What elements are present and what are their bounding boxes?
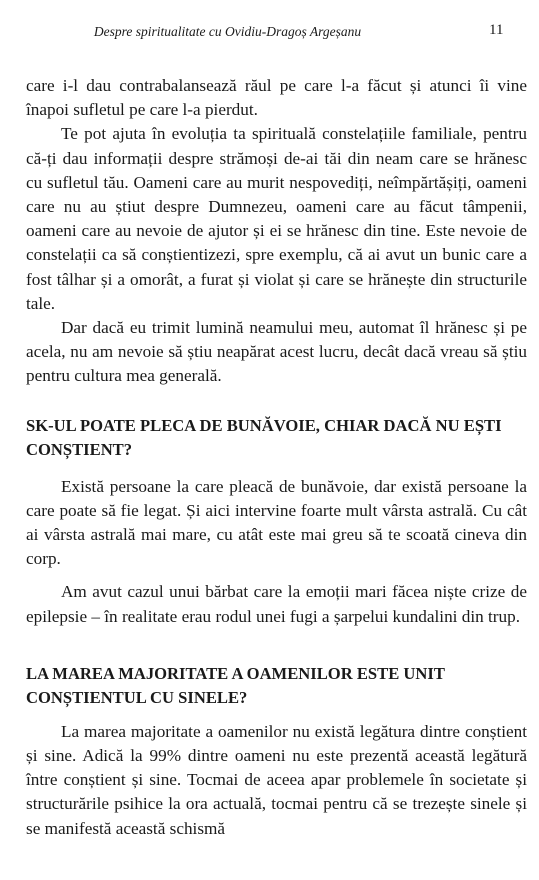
- page-number: 11: [489, 22, 504, 38]
- paragraph-3: Dar dacă eu trimit lumină neamului meu, automat îl hrănesc și pe acela, nu am nevoie să știu neapărat acest lucru, decât dacă vreau să știu pentru cultura mea generală.: [26, 318, 527, 386]
- running-header-title: Despre spiritualitate cu Ovidiu-Dragoș Argeșanu: [93, 24, 362, 39]
- paragraph-2: Te pot ajuta în evoluția ta spirituală constelațiile familiale, pentru că-ți dau informații despre strămoși de-ai tăi din neam care se hrănesc cu sufletul tău. Oameni care au murit nespovediți, neîmpărtășiți, oameni care nu au știut despre Dumnezeu, oameni care au făcut tâmpenii, oameni care au nevoie de ajutor și ei se hrănesc din tine. Este nevoie de constelații ca să conștientizezi, spre exemplu, că ai avut un bunic care a fost tâlhar și a omorât, a furat și violat și care se hrănește din structurile tale.: [26, 124, 527, 313]
- paragraph-4: Există persoane la care pleacă de bunăvoie, dar există persoane la care poate să fie legat. Și aici intervine foarte mult vârsta astrală. Cu cât ai vârsta astrală mai mare, cu atât este mai greu să te scoată cineva din corp.: [26, 476, 527, 569]
- paragraph-1: care i-l dau contrabalansează răul pe care l-a făcut și atunci îi vine înapoi sufletul pe care l-a pierdut.: [26, 76, 527, 120]
- section-heading-2: LA MAREA MAJORITATE A OAMENILOR ESTE UNIT CONȘTIENTUL CU SINELE?: [26, 663, 445, 707]
- body-text: [26, 74, 527, 841]
- running-header: [0, 22, 539, 42]
- paragraph-5: Am avut cazul unui bărbat care la emoții mari făcea niște crize de epilepsie – în realitate erau rodul unei fugi a șarpelui kundalini din trup.: [26, 582, 527, 626]
- section-heading-1: SK-UL POATE PLECA DE BUNĂVOIE, CHIAR DACĂ NU EȘTI CONȘTIENT?: [26, 415, 502, 459]
- paragraph-6: La marea majoritate a oamenilor nu există legătura dintre conștient și sine. Adică la 99% dintre oameni nu este prezentă această legătură între conștient și sine. Tocmai de aceea apar problemele în societate și structurările psihice la ora actuală, tocmai pentru că se trezește sinele și se manifestă această schismă: [26, 721, 527, 838]
